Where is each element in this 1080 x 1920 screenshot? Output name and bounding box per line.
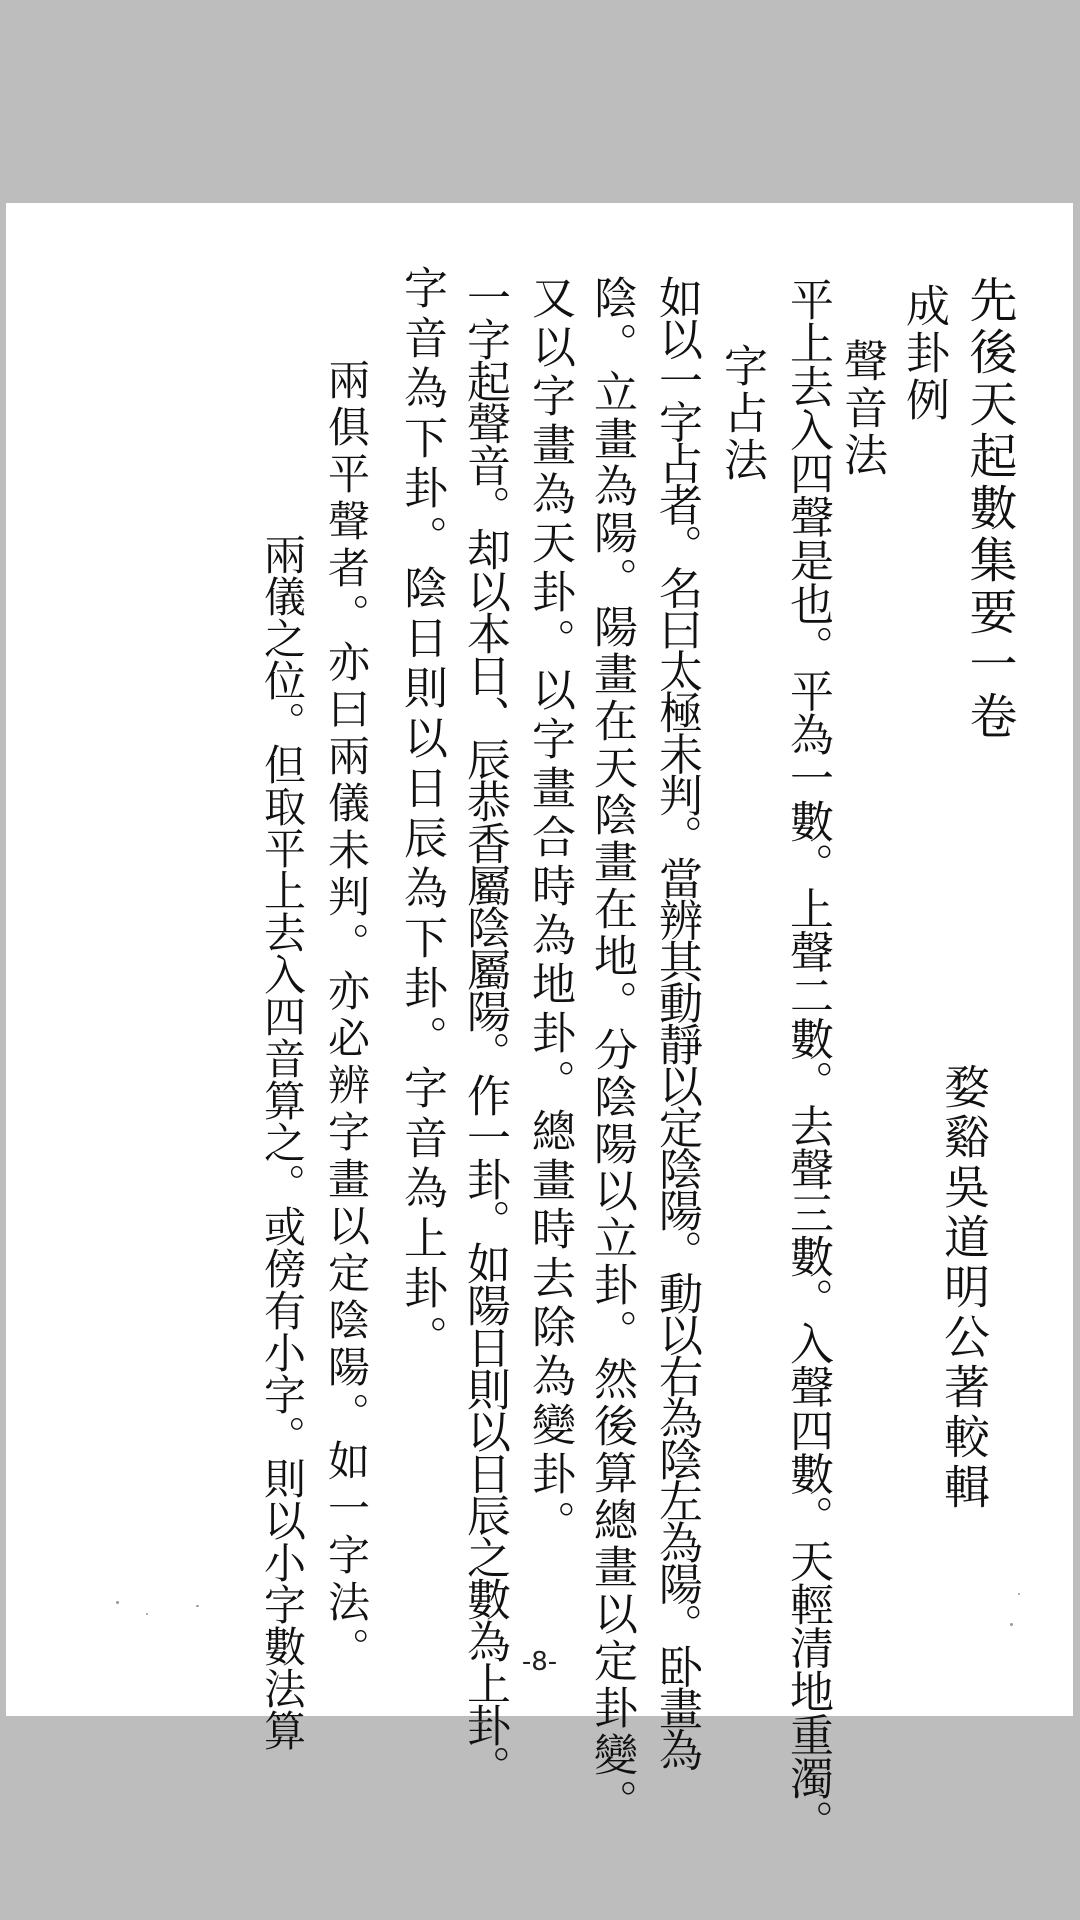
book-title: 先後天起數集要一卷 (961, 275, 1017, 743)
text-column: 又以字畫為天卦。以字畫合時為地卦。總畫時去除為變卦。 (524, 275, 575, 1549)
author-line: 婺谿吳道明公著較輯 (937, 1063, 991, 1513)
text-column: 陰。立畫為陽。陽畫在天陰畫在地。分陰陽以立卦。然後算總畫以定卦變。 (586, 275, 637, 1826)
subsection-heading-sound: 聲音法 (836, 338, 887, 479)
scan-speck (196, 1605, 199, 1607)
subsection-heading-character: 字占法 (716, 343, 767, 484)
text-column: 字音為下卦。陰日則以日辰為下卦。字音為上卦。 (396, 265, 447, 1365)
section-header: 成卦例 (898, 283, 949, 424)
scan-speck (116, 1601, 119, 1604)
text-column: 一字起聲音。却以本日、辰恭香屬陰屬陽。作一卦。如陽日則以日辰之數為上卦。 (459, 275, 510, 1787)
page-number: -8- (521, 1647, 558, 1677)
text-column: 如以一字占者。名曰太極未判。當辨其動靜以定陰陽。動以右為陰左為陽。卧畫為 (651, 275, 702, 1769)
note-column: 兩儀之位。但取平上去入四音算之。或傍有小字。則以小字數法算 (258, 533, 307, 1751)
scan-speck (146, 1613, 148, 1615)
text-column: 平上去入四聲是也。平為一數。上聲二數。去聲三數。入聲四數。天輕清地重濁。 (782, 277, 833, 1843)
scan-speck (1018, 1593, 1020, 1595)
scan-speck (1010, 1623, 1013, 1626)
note-column: 兩俱平聲者。亦曰兩儀未判。亦必辨字畫以定陰陽。如一字法。 (322, 358, 371, 1674)
document-page (6, 203, 1073, 1843)
